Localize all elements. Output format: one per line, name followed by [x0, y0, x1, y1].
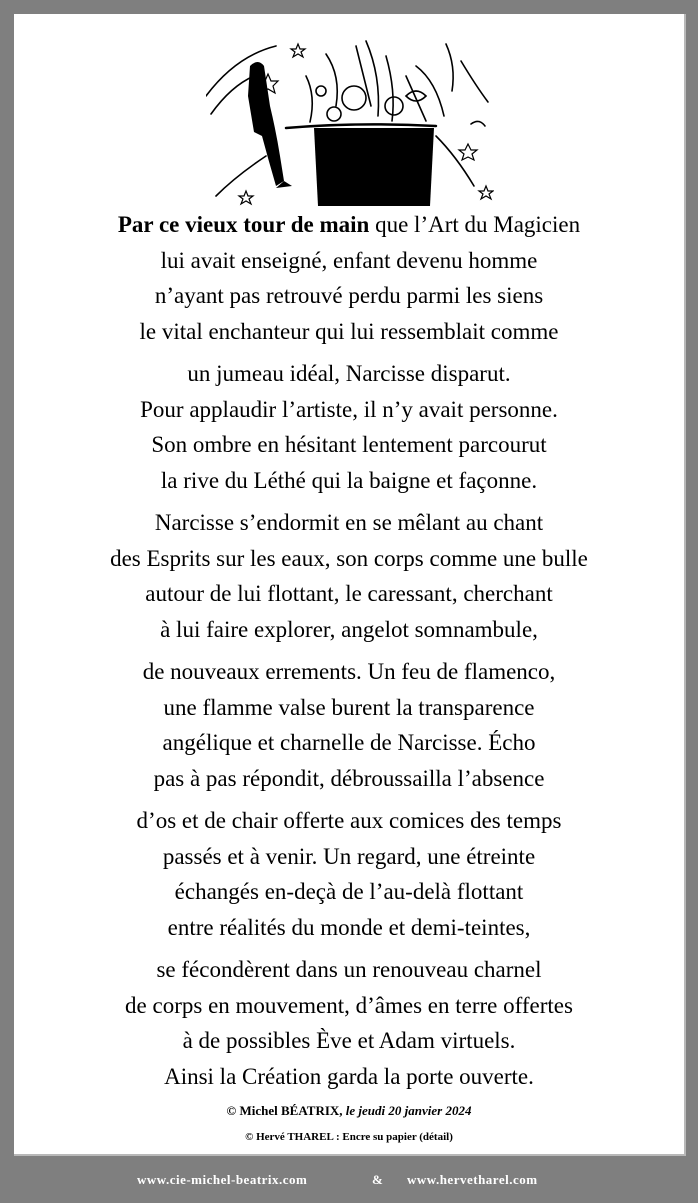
poem-line-rest: que l’Art du Magicien [369, 212, 581, 237]
poem-line: pas à pas répondit, débroussailla l’absence [153, 765, 545, 791]
magician-top-hat-ink-drawing-icon [206, 36, 494, 206]
link-cie-michel-beatrix[interactable]: www.cie-michel-beatrix.com [137, 1172, 308, 1187]
poem-line: à lui faire explorer, angelot somnambule, [160, 616, 538, 642]
poem-stanza [14, 207, 684, 349]
poem-line: se fécondèrent dans un renouveau charnel [156, 957, 542, 982]
poem-line: à de possibles Ève et Adam virtuels. [182, 1028, 516, 1053]
poem-line: une flamme valse burent la transparence [163, 694, 535, 720]
footer-links [0, 1170, 698, 1192]
poem-line: un jumeau idéal, Narcisse disparut. [187, 361, 511, 386]
artwork-credit: © Hervé THAREL : Encre su papier (détail) [245, 1131, 453, 1143]
poem-stanza [14, 654, 684, 796]
poem-line: angélique et charnelle de Narcisse. Écho [162, 730, 536, 755]
poem-stanza [14, 505, 684, 647]
author-credit [14, 1102, 684, 1120]
poem-line: des Esprits sur les eaux, son corps comme une bulle [110, 545, 588, 571]
poem-line: la rive du Léthé qui la baigne et façonne. [160, 467, 538, 493]
poem-line: n’ayant pas retrouvé perdu parmi les siens [154, 283, 544, 308]
poem-stanza [14, 356, 684, 498]
poem-line: échangés en-deçà de l’au-delà flottant [174, 879, 524, 904]
poem-card [14, 14, 686, 1156]
poem-line: Son ombre en hésitant lentement parcourut [151, 432, 547, 457]
poem-line: Narcisse s’endormit en se mêlant au chant [154, 510, 544, 535]
poem-line: Ainsi la Création garda la porte ouverte. [164, 1063, 534, 1089]
poem-line: entre réalités du monde et demi-teintes, [167, 914, 531, 940]
poem-line: lui avait enseigné, enfant devenu homme [160, 247, 538, 273]
poem-stanza [14, 803, 684, 945]
poem-line: d’os et de chair offerte aux comices des temps [136, 808, 562, 833]
poem-line: Pour applaudir l’artiste, il n’y avait personne. [140, 396, 558, 422]
poem-opening-bold: Par ce vieux tour de main [117, 212, 370, 237]
poem-line: de nouveaux errements. Un feu de flamenco, [142, 659, 556, 684]
footer-separator: & [372, 1172, 384, 1187]
poem-line: autour de lui flottant, le caressant, cherchant [145, 581, 553, 606]
credits [14, 1102, 684, 1145]
poem-line [14, 207, 684, 243]
link-hervetharel[interactable]: www.hervetharel.com [407, 1172, 538, 1187]
poem-stanza [14, 952, 684, 1094]
poem-line: passés et à venir. Un regard, une étreinte [162, 843, 536, 869]
poem-date: le jeudi 20 janvier 2024 [345, 1103, 472, 1118]
author-name: © Michel BÉATRIX, [226, 1103, 343, 1118]
poem-line: le vital enchanteur qui lui ressemblait comme [139, 318, 559, 344]
poem [14, 207, 684, 1101]
poem-line: de corps en mouvement, d’âmes en terre offertes [125, 992, 573, 1018]
